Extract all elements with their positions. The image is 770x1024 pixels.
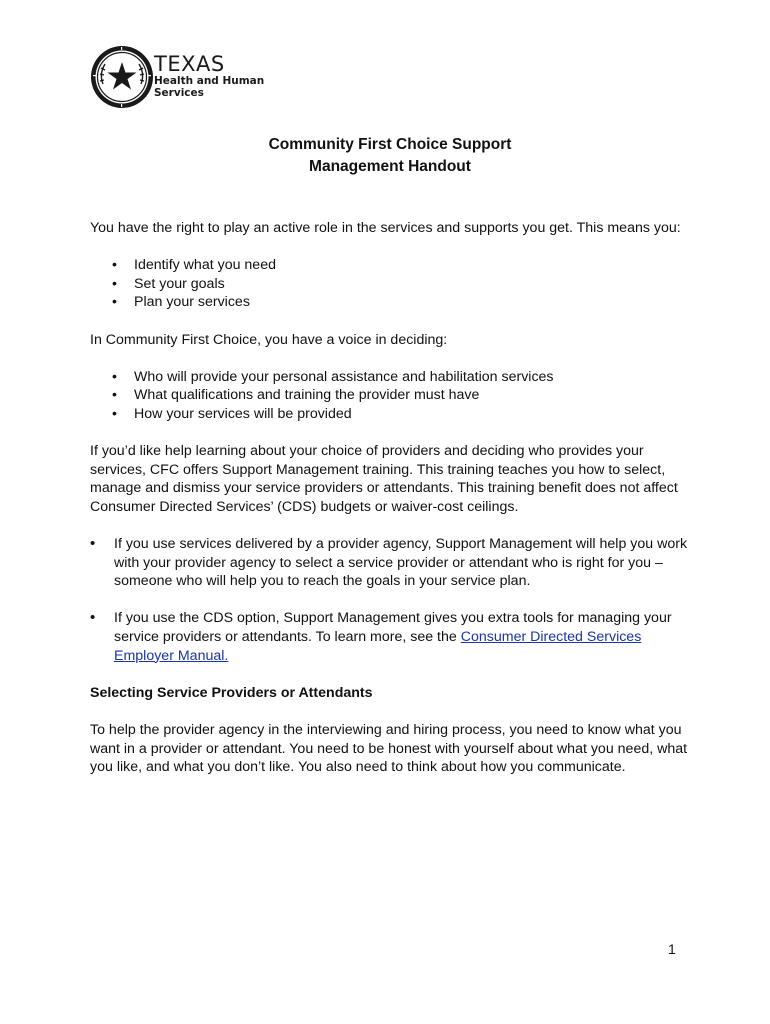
voice-intro-paragraph: In Community First Choice, you have a voice in deciding:: [90, 331, 448, 348]
provider-agency-option: If you use services delivered by a provider agency, Support Management will help you work with your provider agency to select a service provider or attendant who is right for you – someone who will help you to reach the goals in your service plan.: [114, 536, 688, 590]
texas-seal-icon: [90, 44, 156, 110]
list-item: • Plan your services: [112, 294, 250, 311]
title-line-2: Management Handout: [309, 158, 471, 175]
list-item: • Set your goals: [112, 275, 225, 292]
logo-dept-line2: Services: [154, 87, 204, 99]
logo-state: TEXAS: [154, 52, 225, 76]
bullet-icon: •: [90, 609, 96, 627]
logo-dept-line1: Health and Human: [154, 75, 265, 87]
title-line-1: Community First Choice Support: [268, 136, 512, 153]
page-number: 1: [668, 941, 676, 957]
document-title: [0, 134, 770, 178]
rights-list: [90, 256, 690, 312]
intro-paragraph: You have the right to play an active role in the services and supports you get. This means you:: [90, 220, 681, 236]
cds-option-text: If you use the CDS option, Support Management gives you extra tools for managing your service providers or attendants. To learn more, see the: [114, 610, 672, 646]
section-heading: Selecting Service Providers or Attendants: [90, 684, 373, 701]
bullet-icon: •: [112, 257, 117, 274]
agency-logo: [90, 44, 270, 112]
section-paragraph: To help the provider agency in the interviewing and hiring process, you need to know what you want in a provider or attendant. You need to be honest with yourself about what you need, what you like, and what you don’t like. You also need to think about how you communicate.: [90, 722, 688, 776]
bullet-icon: •: [90, 535, 96, 553]
logo-text: [154, 54, 264, 99]
list-item: [90, 609, 690, 665]
bullet-icon: •: [112, 387, 117, 404]
document-body: [90, 219, 690, 777]
bullet-icon: •: [112, 294, 117, 311]
voice-list: [90, 368, 690, 424]
list-item: • Who will provide your personal assistance and habilitation services: [112, 368, 554, 385]
bullet-icon: •: [112, 368, 117, 385]
bullet-icon: •: [112, 405, 117, 422]
bullet-icon: •: [112, 275, 117, 292]
cds-employer-manual-link[interactable]: Consumer Directed Services Employer Manual.: [114, 629, 642, 664]
list-item: • What qualifications and training the provider must have: [112, 387, 480, 404]
list-item: • How your services will be provided: [112, 405, 352, 422]
list-item: • Identify what you need: [112, 257, 276, 274]
options-list: [90, 535, 690, 665]
training-paragraph: If you’d like help learning about your choice of providers and deciding who provides your services, CFC offers Support Management training. This training teaches you how to select, manage and dismiss your service providers or attendants. This training benefit does not affect Consumer Directed Services’ (CDS) budgets or waiver-cost ceilings.: [90, 443, 678, 515]
list-item: [90, 535, 690, 591]
